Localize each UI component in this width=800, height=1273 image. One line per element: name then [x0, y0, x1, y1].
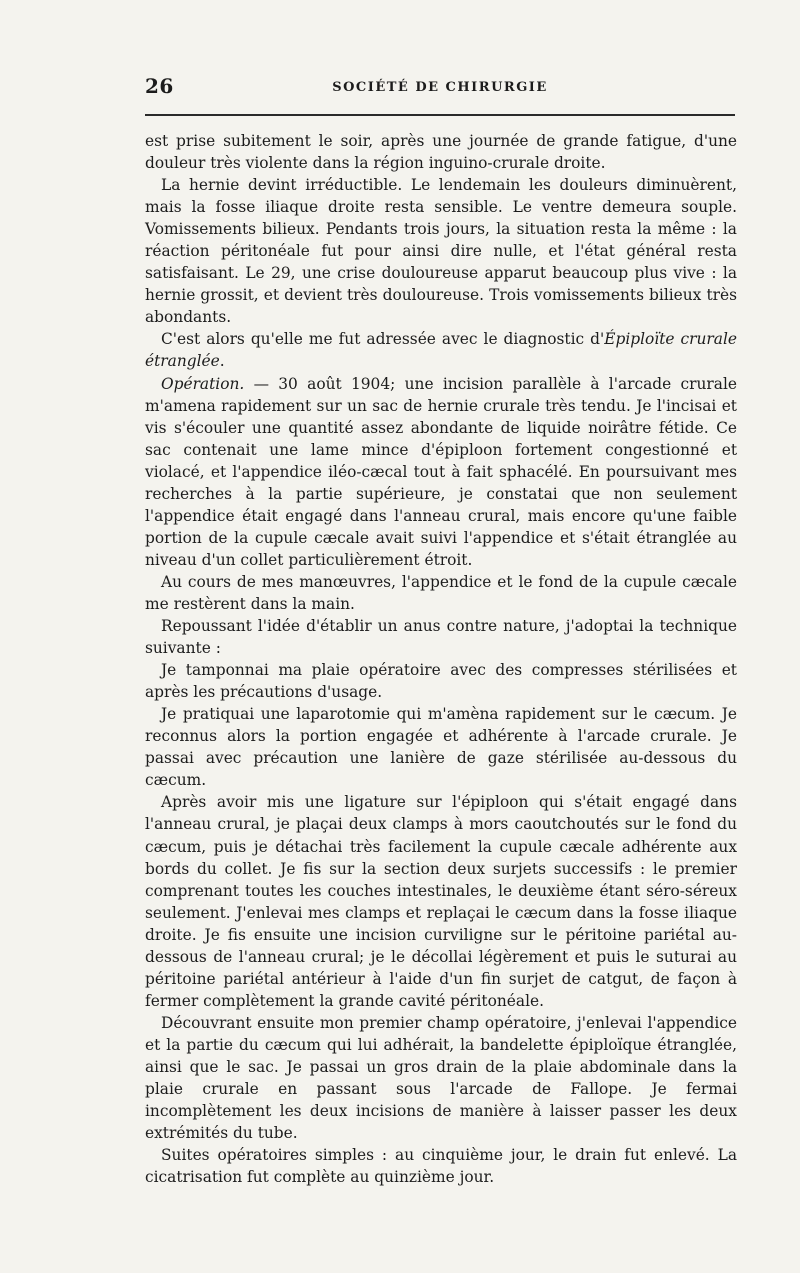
- header-rule: [145, 114, 735, 116]
- paragraph: Au cours de mes manœuvres, l'appendice et le fond de la cupule cæcale me restèrent dans la main.: [145, 572, 737, 613]
- paragraph: Après avoir mis une ligature sur l'épiploon qui s'était engagé dans l'anneau crural, je plaçai deux clamps à mors caoutchoutés sur le fond du cæcum, puis je détachai très facilement la cupule cæcale adhérente aux bords du collet. Je fis sur la section deux surjets successifs : le premier comprenant toutes les couches intestinales, le deuxième étant séro-séreux seulement. J'enlevai mes clamps et replaçai le cæcum dans la fosse iliaque droite. Je fis ensuite une incision curviligne sur le péritoine pariétal au-dessous de l'anneau crural; je le décollai légèrement et puis le suturai au péritoine pariétal antérieur à l'aide d'un fin surjet de catgut, de façon à fermer complètement la grande cavité péritonéale.: [145, 793, 737, 1010]
- paragraph: [145, 328, 737, 372]
- paragraph-text: — 30 août 1904; une incision parallèle à l'arcade crurale m'amena rapidement sur un sac de hernie crurale très tendu. Je l'incisai et vis s'écouler une quantité assez abondante de liquide noirâtre fétide. Ce sac contenait une lame mince d'épiploon fortement congestionné et violacé, et l'appendice iléo-cæcal tout à fait sphacélé. En poursuivant mes recherches à la partie supérieure, je constatai que non seulement l'appendice était engagé dans l'anneau crural, mais encore qu'une faible portion de la cupule cæcale avait suivi l'appendice et s'était étranglée au niveau d'un collet particulièrement étroit.: [145, 374, 737, 569]
- paragraph: La hernie devint irréductible. Le lendemain les douleurs diminuèrent, mais la fosse iliaque droite resta sensible. Le ventre demeura souple. Vomissements bilieux. Pendants trois jours, la situation resta la même : la réaction péritonéale fut pour ainsi dire nulle, et l'état général resta satisfaisant. Le 29, une crise douloureuse apparut beaucoup plus vive : la hernie grossit, et devient très douloureuse. Trois vomissements bilieux très abondants.: [145, 176, 737, 327]
- diagnosis-italic: Épiploïte crurale étranglée: [145, 330, 737, 371]
- paragraph: Suites opératoires simples : au cinquième jour, le drain fut enlevé. La cicatrisation fut complète au quinzième jour.: [145, 1146, 737, 1187]
- paragraph: Je pratiquai une laparotomie qui m'amèna rapidement sur le cæcum. Je reconnus alors la portion engagée et adhérente à l'arcade crurale. Je passai avec précaution une lanière de gaze stérilisée au-dessous du cæcum.: [145, 705, 737, 790]
- paragraph: Découvrant ensuite mon premier champ opératoire, j'enlevai l'appendice et la partie du cæcum qui lui adhérait, la bandelette épiploïque étranglée, ainsi que le sac. Je passai un gros drain de la plaie abdominale dans la plaie crurale en passant sous l'arcade de Fallope. Je fermai incomplètement les deux incisions de manière à laisser passer les deux extrémités du tube.: [145, 1013, 737, 1143]
- paragraph-text: .: [219, 352, 225, 371]
- page-number: 26: [145, 74, 174, 98]
- paragraph: Je tamponnai ma plaie opératoire avec des compresses stérilisées et après les précautions d'usage.: [145, 661, 737, 702]
- page-header: [145, 74, 735, 102]
- operation-heading: Opération.: [161, 374, 245, 393]
- paragraph: [145, 373, 737, 571]
- body-text: [145, 130, 737, 1188]
- paragraph: est prise subitement le soir, après une journée de grande fatigue, d'une douleur très violente dans la région inguino-crurale droite.: [145, 132, 737, 173]
- running-title: SOCIÉTÉ DE CHIRURGIE: [332, 80, 548, 95]
- paragraph-text: C'est alors qu'elle me fut adressée avec le diagnostic d': [161, 330, 605, 349]
- paragraph: Repoussant l'idée d'établir un anus contre nature, j'adoptai la technique suivante :: [145, 617, 737, 658]
